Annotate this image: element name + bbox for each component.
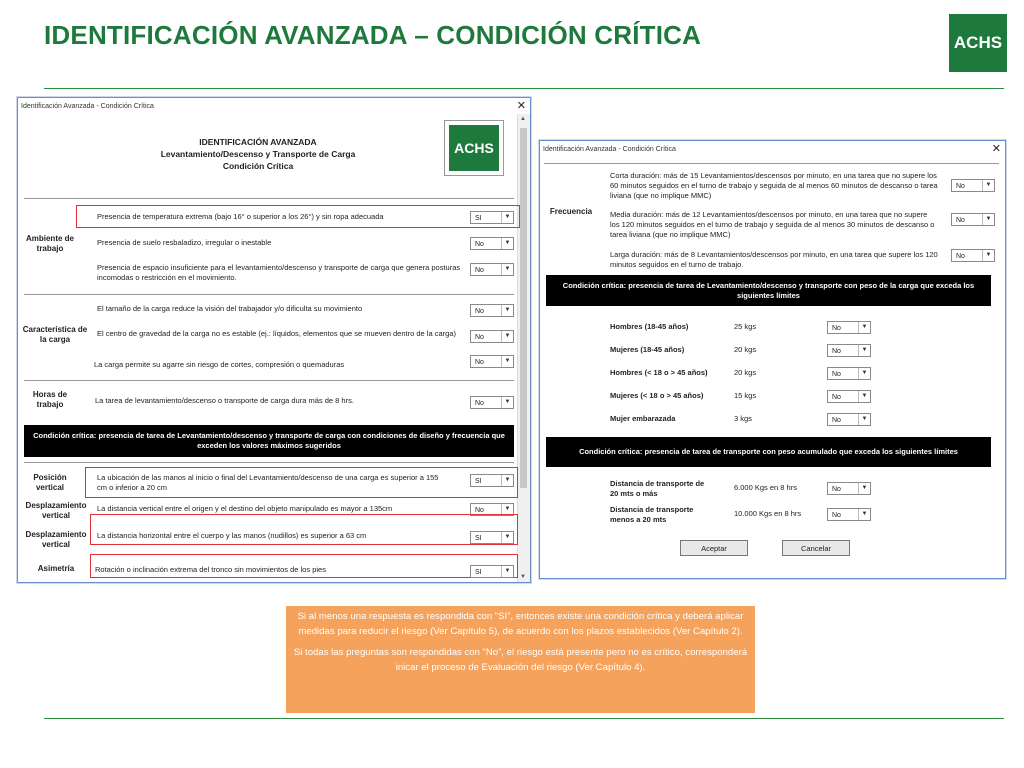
- chevron-down-icon[interactable]: ▼: [501, 356, 513, 367]
- divider: [24, 462, 514, 463]
- select-frecuencia-media[interactable]: No ▼: [951, 213, 995, 226]
- achs-logo-small: [444, 120, 504, 176]
- weight-label-2: Mujeres (18-45 años): [610, 345, 685, 354]
- chevron-down-icon[interactable]: ▼: [501, 475, 513, 486]
- transport-kg-2: 10.000 Kgs en 8 hrs: [734, 509, 802, 518]
- frecuencia-larga: Larga duración: más de 8 Levantamientos/descensos por minuto, en una tarea que supere los 120 minutos seguidos en el turno de trabajo.: [610, 250, 938, 269]
- select-gravedad[interactable]: No ▼: [470, 330, 514, 343]
- chevron-down-icon[interactable]: ▼: [501, 397, 513, 408]
- chevron-down-icon[interactable]: ▼: [858, 509, 870, 520]
- frecuencia-media: Media duración: más de 12 Levantamientos/descensos por minuto, en una tarea que no supere los 120 minutos seguidos en el turno de trabajo y seguida de al menos 30 minutos de descanso o tarea liviana (que no implique MMC): [610, 210, 935, 239]
- transport-label-2: Distancia de transporte menos a 20 mts: [610, 505, 694, 524]
- select-rotacion[interactable]: SI ▼: [470, 565, 514, 578]
- select-weight-2[interactable]: No ▼: [827, 344, 871, 357]
- select-tamano[interactable]: No ▼: [470, 304, 514, 317]
- chevron-down-icon[interactable]: ▼: [501, 264, 513, 275]
- chevron-down-icon[interactable]: ▼: [858, 391, 870, 402]
- question-gravedad: El centro de gravedad de la carga no es estable (ej.: líquidos, elementos que se mueven dentro de la carga): [97, 329, 456, 338]
- weight-kg-4: 15 kgs: [734, 391, 757, 400]
- critical-condition-banner: Condición crítica: presencia de tarea de Levantamiento/descenso y transporte de carga con condiciones de diseño y frecuencia que exceden los valores máximos sugeridos: [24, 425, 514, 457]
- chevron-down-icon[interactable]: ▼: [501, 504, 513, 515]
- frecuencia-corta: Corta duración: más de 15 Levantamientos/descensos por minuto, en una tarea que no supere los 60 minutos seguidos en el turno de trabajo y seguida de al menos 60 minutos de descanso o tarea liviana (que no implique MMC): [610, 171, 938, 200]
- category-posicion: Posición vertical: [33, 473, 67, 492]
- category-ambiente: Ambiente de trabajo: [25, 234, 74, 253]
- question-suelo: Presencia de suelo resbaladizo, irregular o inestable: [97, 238, 272, 247]
- weight-kg-2: 20 kgs: [734, 345, 757, 354]
- form-header-line3: Condición Crítica: [222, 161, 294, 171]
- divider: [24, 380, 514, 381]
- form-header-line1: IDENTIFICACIÓN AVANZADA: [199, 137, 317, 147]
- dialog-titlebar: [18, 98, 530, 114]
- category-asimetria: Asimetría: [37, 564, 75, 573]
- chevron-down-icon[interactable]: ▼: [501, 532, 513, 543]
- weight-kg-1: 25 kgs: [734, 322, 757, 331]
- select-distancia-horizontal[interactable]: SI ▼: [470, 531, 514, 544]
- divider: [24, 198, 514, 199]
- accept-button[interactable]: Aceptar: [680, 540, 748, 556]
- select-transport-1[interactable]: No ▼: [827, 482, 871, 495]
- weight-label-4: Mujeres (< 18 o > 45 años): [610, 391, 704, 400]
- question-horas: La tarea de levantamiento/descenso o transporte de carga dura más de 8 hrs.: [95, 396, 354, 405]
- chevron-down-icon[interactable]: ▼: [501, 212, 513, 223]
- chevron-down-icon[interactable]: ▼: [982, 214, 994, 225]
- category-caracteristica: Característica de la carga: [22, 325, 88, 344]
- question-espacio: Presencia de espacio insuficiente para el levantamiento/descenso y transporte de carga que genera posturas incomodas o restricción en el movimiento.: [97, 263, 461, 282]
- slide-title: IDENTIFICACIÓN AVANZADA – CONDICIÓN CRÍTICA: [44, 20, 702, 50]
- category-frecuencia: Frecuencia: [549, 207, 593, 216]
- category-desplazamiento-1: Desplazamiento vertical: [25, 501, 87, 520]
- weight-kg-3: 20 kgs: [734, 368, 757, 377]
- scroll-up-icon[interactable]: ▲: [520, 116, 526, 122]
- select-agarre[interactable]: No ▼: [470, 355, 514, 368]
- select-horas[interactable]: No ▼: [470, 396, 514, 409]
- category-horas: Horas de trabajo: [32, 390, 68, 409]
- question-rotacion: Rotación o inclinación extrema del tronco sin movimientos de los pies: [95, 565, 326, 574]
- question-temperatura: Presencia de temperatura extrema (bajo 16° o superior a los 26°) y sin ropa adecuada: [97, 212, 384, 221]
- chevron-down-icon[interactable]: ▼: [501, 305, 513, 316]
- transport-kg-1: 6.000 Kgs en 8 hrs: [734, 483, 797, 492]
- chevron-down-icon[interactable]: ▼: [501, 566, 513, 577]
- achs-logo: ACHS: [949, 14, 1007, 72]
- dialog-identificacion-right: [539, 140, 1006, 579]
- category-desplazamiento-2: Desplazamiento vertical: [25, 530, 87, 549]
- select-weight-1[interactable]: No ▼: [827, 321, 871, 334]
- weight-limit-banner: Condición crítica: presencia de tarea de Levantamiento/descenso y transporte con peso de la carga que exceda los siguientes límites: [546, 275, 991, 306]
- chevron-down-icon[interactable]: ▼: [501, 238, 513, 249]
- chevron-down-icon[interactable]: ▼: [982, 250, 994, 261]
- close-icon[interactable]: ✕: [991, 143, 1001, 155]
- question-agarre: La carga permite su agarre sin riesgo de cortes, compresión o quemaduras: [94, 360, 345, 369]
- weight-label-5: Mujer embarazada: [610, 414, 676, 423]
- scroll-down-icon[interactable]: ▼: [520, 574, 526, 580]
- select-suelo[interactable]: No ▼: [470, 237, 514, 250]
- select-frecuencia-corta[interactable]: No ▼: [951, 179, 995, 192]
- select-weight-5[interactable]: No ▼: [827, 413, 871, 426]
- top-divider: [44, 88, 1004, 89]
- achs-logo-text: ACHS: [449, 125, 499, 171]
- select-distancia-vertical[interactable]: No ▼: [470, 503, 514, 516]
- chevron-down-icon[interactable]: ▼: [858, 414, 870, 425]
- close-icon[interactable]: ✕: [516, 100, 526, 112]
- note-paragraph-1: Si al menos una respuesta es respondida con “SI”, entonces existe una condición crítica y deberá aplicar medidas para reducir el riesgo (Ver Capítulo 5), de acuerdo con los plazos establecidos (Ver Capítulo 2).: [297, 611, 744, 637]
- select-transport-2[interactable]: No ▼: [827, 508, 871, 521]
- dialog-titlebar: [540, 141, 1005, 157]
- chevron-down-icon[interactable]: ▼: [858, 483, 870, 494]
- divider: [24, 294, 514, 295]
- chevron-down-icon[interactable]: ▼: [858, 322, 870, 333]
- vertical-scrollbar[interactable]: [517, 114, 530, 582]
- question-distancia-vertical: La distancia vertical entre el origen y el destino del objeto manipulado es mayor a 135cm: [97, 504, 393, 513]
- info-note: [286, 606, 755, 713]
- divider: [544, 163, 999, 164]
- select-frecuencia-larga[interactable]: No ▼: [951, 249, 995, 262]
- note-paragraph-2: Si todas las preguntas son respondidas con “No”, el riesgo está presente pero no es crítico, corresponderá inicar el proceso de Evaluación del riesgo (Ver Capítulo 4).: [293, 647, 748, 673]
- select-espacio[interactable]: No ▼: [470, 263, 514, 276]
- dialog-title: Identificación Avanzada - Condición Crítica: [21, 102, 154, 110]
- select-ubicacion[interactable]: SI ▼: [470, 474, 514, 487]
- bottom-divider: [44, 718, 1004, 719]
- chevron-down-icon[interactable]: ▼: [858, 345, 870, 356]
- chevron-down-icon[interactable]: ▼: [982, 180, 994, 191]
- scroll-thumb[interactable]: [520, 128, 527, 488]
- transport-limit-banner: Condición crítica: presencia de tarea de transporte con peso acumulado que exceda los siguientes límites: [546, 437, 991, 467]
- weight-kg-5: 3 kgs: [734, 414, 752, 423]
- chevron-down-icon[interactable]: ▼: [858, 368, 870, 379]
- transport-label-1: Distancia de transporte de 20 mts o más: [610, 479, 705, 498]
- dialog-identificacion-left: [17, 97, 531, 583]
- form-header: [138, 136, 378, 172]
- form-header-line2: Levantamiento/Descenso y Transporte de Carga: [160, 149, 356, 159]
- weight-label-1: Hombres (18-45 años): [610, 322, 689, 331]
- weight-label-3: Hombres (< 18 o > 45 años): [610, 368, 708, 377]
- question-distancia-horizontal: La distancia horizontal entre el cuerpo y las manos (nudillos) es superior a 63 cm: [97, 531, 367, 540]
- select-temperatura[interactable]: SI ▼: [470, 211, 514, 224]
- chevron-down-icon[interactable]: ▼: [501, 331, 513, 342]
- cancel-button[interactable]: Cancelar: [782, 540, 850, 556]
- select-weight-4[interactable]: No ▼: [827, 390, 871, 403]
- select-weight-3[interactable]: No ▼: [827, 367, 871, 380]
- dialog-title: Identificación Avanzada - Condición Crítica: [543, 145, 676, 153]
- question-tamano: El tamaño de la carga reduce la visión del trabajador y/o dificulta su movimiento: [97, 304, 363, 313]
- question-ubicacion: La ubicación de las manos al inicio o final del Levantamiento/descenso de una carga es superior a 155 cm o inferior a 20 cm: [97, 473, 439, 492]
